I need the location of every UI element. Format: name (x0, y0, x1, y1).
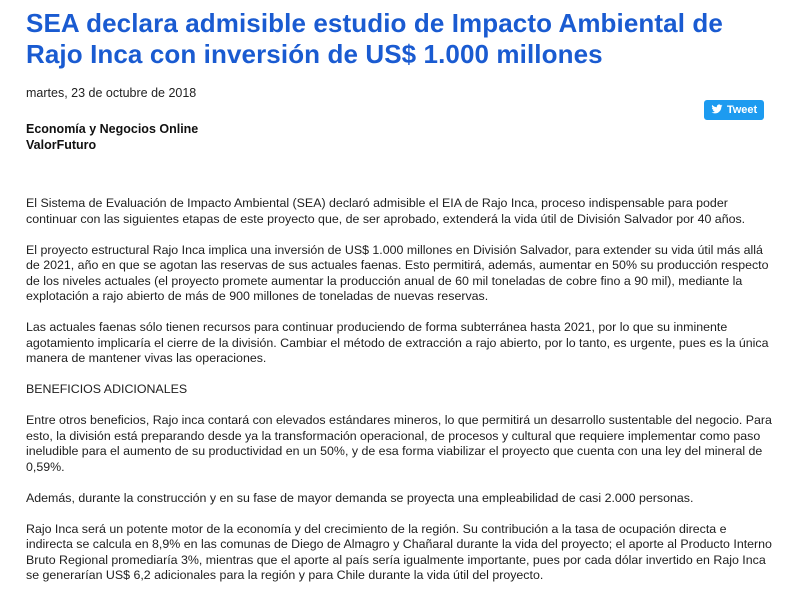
paragraph: Rajo Inca será un potente motor de la economía y del crecimiento de la región. Su contribución a la tasa de ocupación directa e indirecta se calcula en 8,9% en las comunas de Diego de Almagro y Chañaral durante la vida del proyecto; el aporte al Producto Interno Bruto Regional promediaría 3%, mientras que el aporte al país sería igualmente importante, pues por cada dólar invertido en Rajo Inca se generarían US$ 6,2 adicionales para la región y para Chile durante la vida útil del proyecto. (26, 521, 772, 582)
paragraph: El proyecto estructural Rajo Inca implica una inversión de US$ 1.000 millones en División Salvador, para extender su vida útil más allá de 2021, año en que se agotan las reservas de sus actuales faenas. Esto permitirá, además, aumentar en 50% su producción respecto de los niveles actuales (el proyecto promete aumentar la producción anual de 60 mil toneladas de cobre fino a 90 mil), mediante la explotación a rajo abierto de más de 900 millones de toneladas de nuevas reservas. (26, 242, 769, 303)
article-byline (26, 121, 198, 153)
twitter-bird-icon (711, 103, 723, 118)
article-title: SEA declara admisible estudio de Impacto Ambiental de Rajo Inca con inversión de US$ 1.000 millones (26, 8, 723, 69)
paragraph: El Sistema de Evaluación de Impacto Ambiental (SEA) declaró admisible el EIA de Rajo Inca, proceso indispensable para poder continuar con las siguientes etapas de este proyecto que, de ser aprobado, extenderá la vida útil de División Salvador por 40 años. (26, 196, 746, 226)
tweet-label: Tweet (726, 104, 758, 116)
paragraph: Además, durante la construcción y en su fase de mayor demanda se proyecta una empleabilidad de casi 2.000 personas. (26, 490, 694, 505)
author-section: Economía y Negocios Online (26, 122, 199, 136)
paragraph: Entre otros beneficios, Rajo inca contará con elevados estándares mineros, lo que permitirá un desarrollo sustentable del negocio. Para esto, la división está preparando desde ya la transformación operacional, de procesos y cultural que requiere implementar como paso ineludible para el aumento de su productividad en un 50%, y de esa forma viabilizar el proyecto que cuenta con una ley del mineral de 0,59%. (26, 413, 772, 474)
article-date: martes, 23 de octubre de 2018 (26, 86, 197, 100)
author-source: ValorFuturo (26, 138, 97, 152)
paragraph: Las actuales faenas sólo tienen recursos para continuar produciendo de forma subterránea hasta 2021, por lo que su inminente agotamiento implicaría el cierre de la división. Cambiar el método de extracción a rajo abierto, por lo tanto, es urgente, pues es la única manera de mantener vivas las operaciones. (26, 320, 769, 365)
article-body (26, 196, 772, 599)
section-heading: BENEFICIOS ADICIONALES (26, 382, 188, 396)
tweet-button[interactable] (704, 100, 764, 120)
